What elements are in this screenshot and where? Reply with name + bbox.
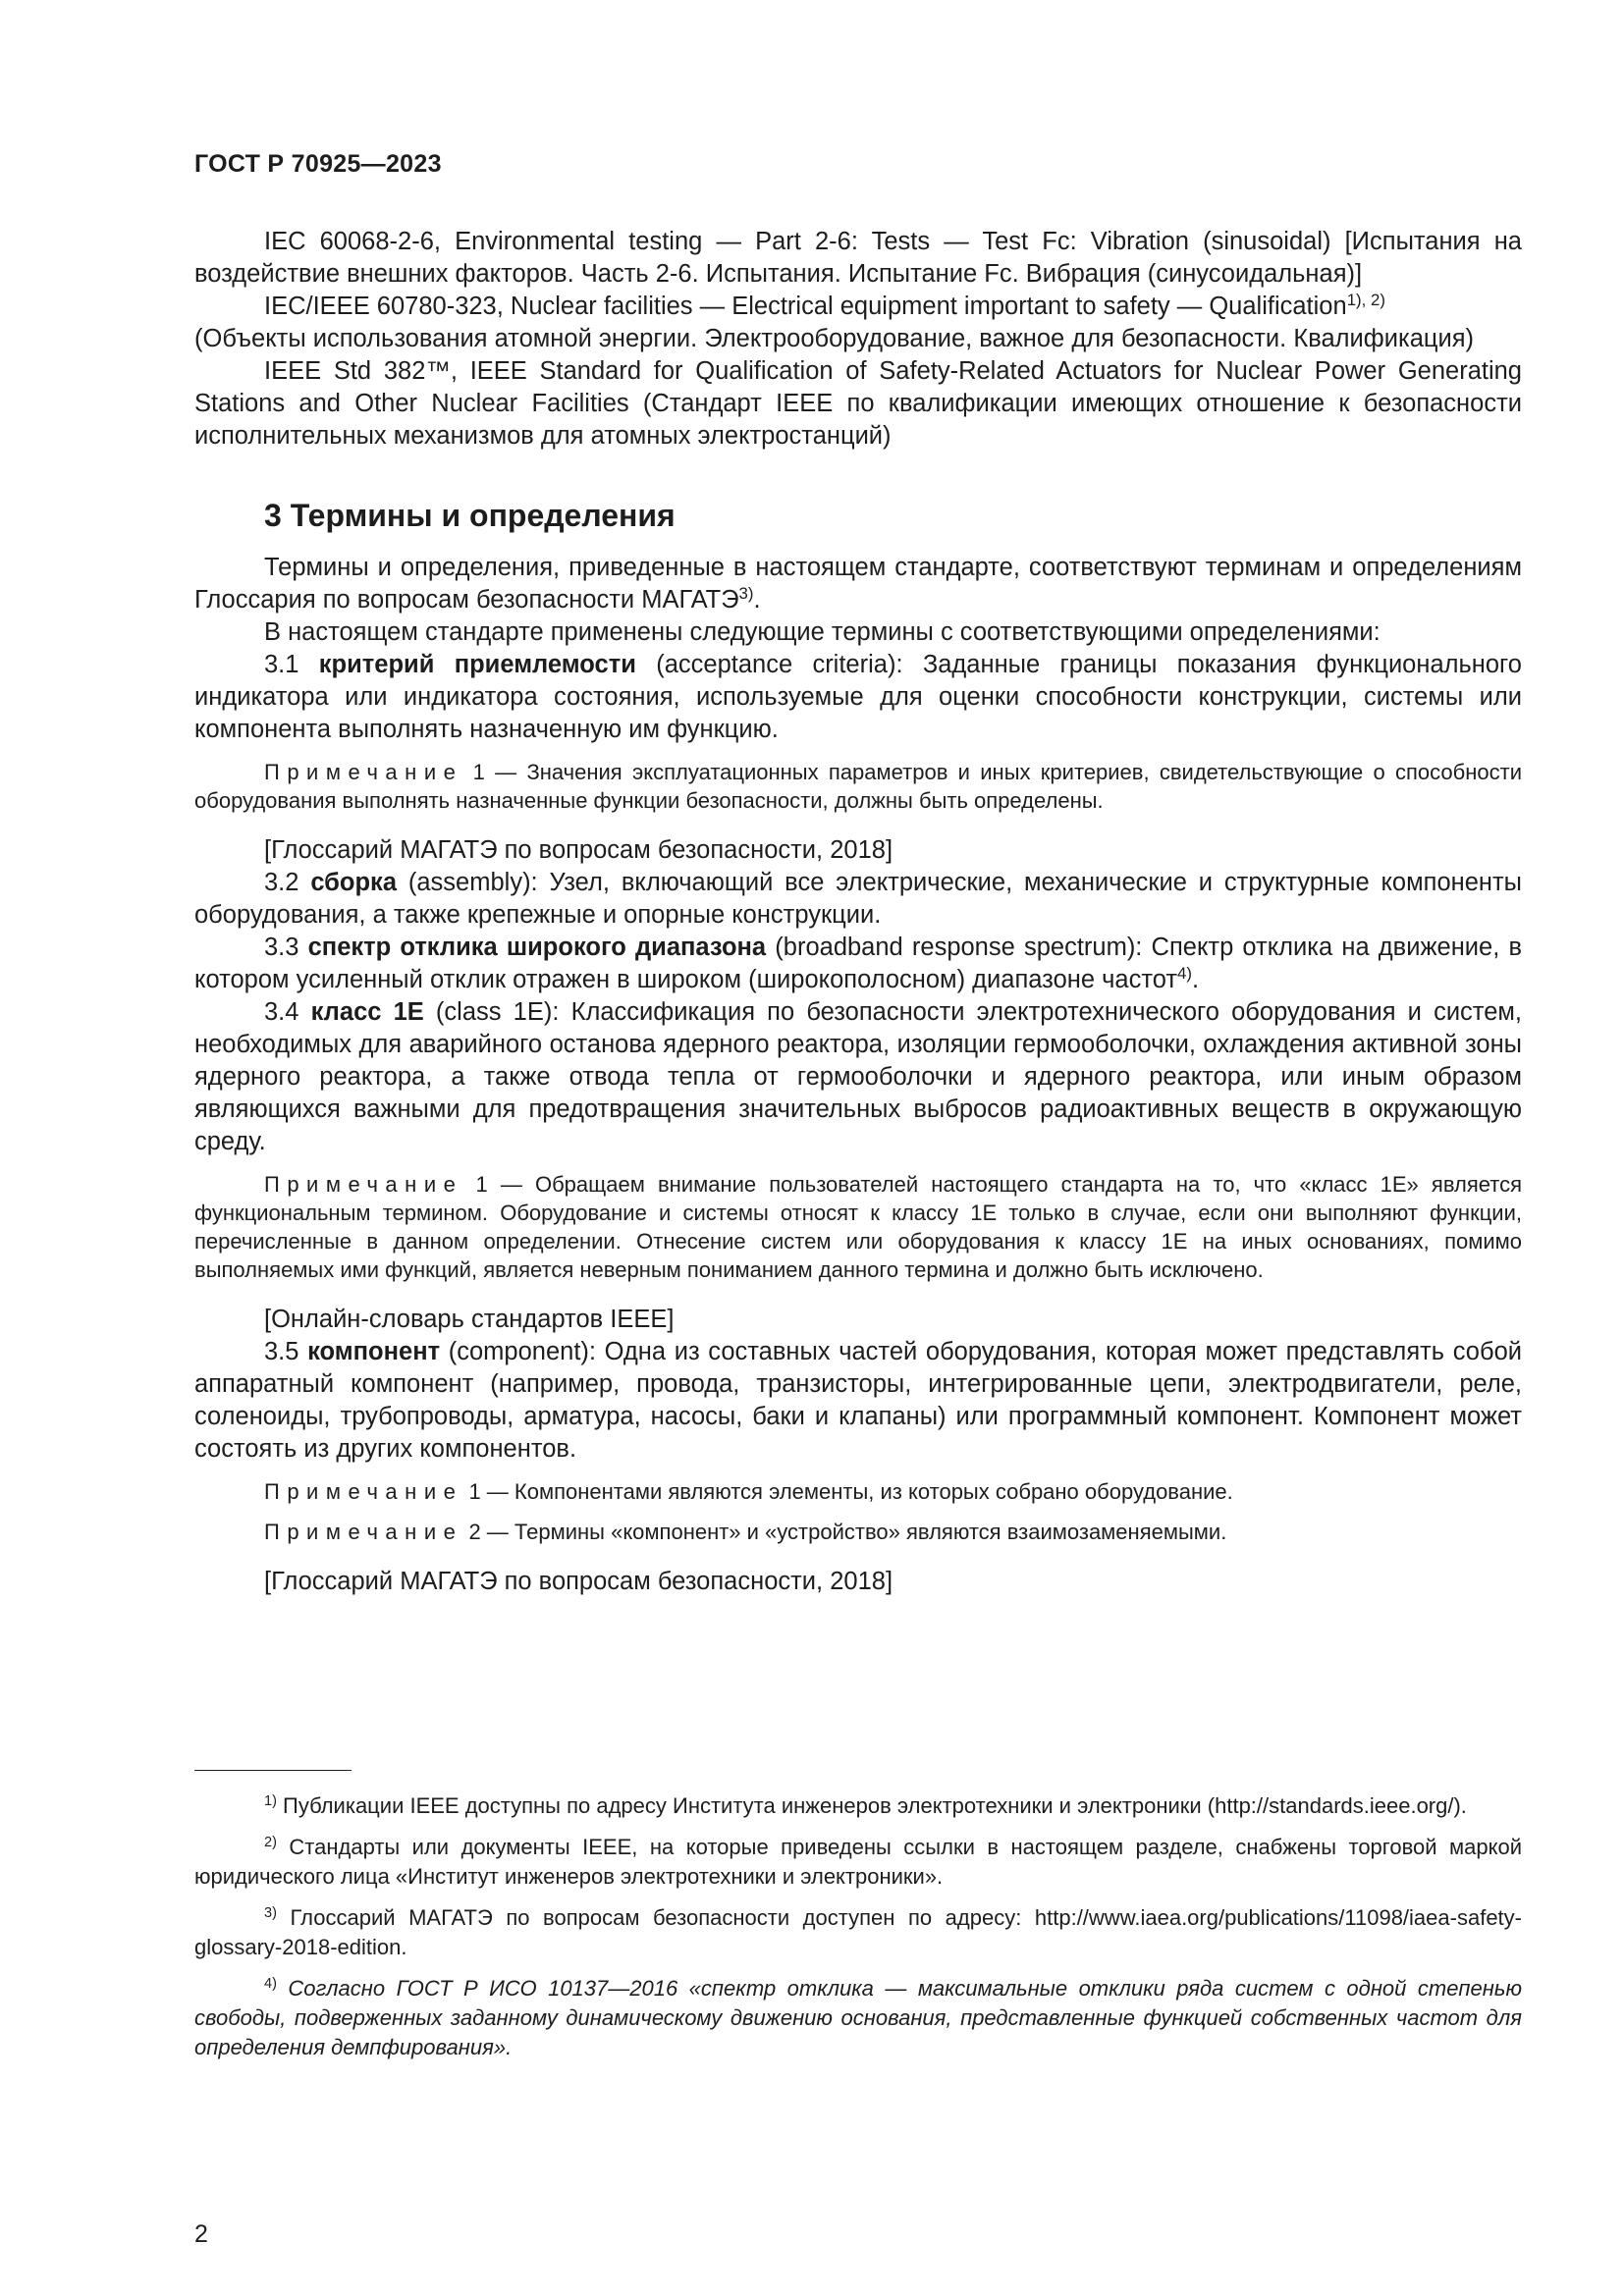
footnote-mark: 4) <box>264 1976 277 1993</box>
reference-ieee-382: IEEE Std 382™, IEEE Standard for Qualification of Safety-Related Actuators for Nuclear Power Generating Stations and Other Nuclear Facilities (Стандарт IEEE по квалификации имеющих отношение к безопасности исполнительных механизмов для атомных электростанций) <box>194 357 1522 450</box>
footnote-divider <box>194 1770 352 1771</box>
section-heading: 3 Термины и определения <box>264 498 676 533</box>
term-name: спектр отклика широкого диапазона <box>307 934 767 961</box>
footnote-3: $^{3)}$ Глоссарий МАГАТЭ по вопросам безопасности доступен по адресу: http://www.iaea.org/publications/11098/iaea-safety-glossary-2018-edition. <box>194 1905 1522 1959</box>
reference-iec-ieee-60780-translation: (Объекты использования атомной энергии. Электрооборудование, важное для безопасности. Квалификация) <box>194 325 1475 352</box>
term-3-1: 3.1 критерий приемлемости (acceptance criteria): Заданные границы показания функционального индикатора или индикатора состояния, используемые для оценки способности конструкции, системы или компонента выполнять назначенную им функцию. <box>194 651 1522 743</box>
page-number: 2 <box>194 2220 208 2248</box>
term-3-2: 3.2 сборка (assembly): Узел, включающий все электрические, механические и структурные компоненты оборудования, а также крепежные и опорные конструкции. <box>194 869 1522 929</box>
term-3-5-note-1: Примечание 1 — Компонентами являются элементы, из которых собрано оборудование. <box>264 1479 1233 1504</box>
term-3-5: 3.5 компонент (component): Одна из составных частей оборудования, которая может представлять собой аппаратный компонент (например, провода, транзисторы, интегрированные цепи, электродвигатели, реле, соленоиды, трубопроводы, арматура, насосы, баки и клапаны) или программный компонент. Компонент может состоять из других компонентов. <box>194 1338 1522 1463</box>
footnote-2: $^{2)}$ Стандарты или документы IEEE, на которые приведены ссылки в настоящем разделе, снабжены торговой маркой юридического лица «Институт инженеров электротехники и электроники». <box>194 1835 1522 1889</box>
footnote-ref: 3) <box>738 583 754 603</box>
footnote-mark: 1) <box>264 1793 277 1810</box>
footnote-ref: 4) <box>1177 963 1192 983</box>
footnote-ref: 1), 2) <box>1346 290 1385 309</box>
reference-iec-60068: IEC 60068-2-6, Environmental testing — Part 2-6: Tests — Test Fc: Vibration (sinusoidal) [Испытания на воздействие внешних факторов. Часть 2-6. Испытания. Испытание Fc. Вибрация (синусоидальная)] <box>194 228 1522 288</box>
footnote-4: $^{4)}$ Согласно ГОСТ Р ИСО 10137—2016 «спектр отклика — максимальные отклики ряда систем с одной степенью свободы, подверженных заданному динамическому движению основания, представленные функцией собственных частот для определения демпфирования». <box>194 1976 1522 2059</box>
document-header: ГОСТ Р 70925—2023 <box>194 150 442 178</box>
term-name: критерий приемлемости <box>318 651 636 678</box>
term-3-1-source: [Глоссарий МАГАТЭ по вопросам безопасности, 2018] <box>264 836 893 864</box>
term-3-1-note: Примечание 1 — Значения эксплуатационных параметров и иных критериев, свидетельствующие о способности оборудования выполнять назначенные функции безопасности, должны быть определены. <box>194 760 1522 813</box>
term-3-5-note-2: Примечание 2 — Термины «компонент» и «устройство» являются взаимозаменяемыми. <box>264 1520 1227 1544</box>
term-name: класс 1Е <box>310 998 424 1026</box>
term-3-4-note: Примечание 1 — Обращаем внимание пользователей настоящего стандарта на то, что «класс 1Е» является функциональным термином. Оборудование и системы относят к классу 1Е только в случае, если они выполняют функции, перечисленные в данном определении. Отнесение систем или оборудования к классу 1Е на иных основаниях, помимо выполняемых ими функций, является неверным пониманием данного термина и должно быть исключено. <box>194 1172 1522 1282</box>
footnote-1: $^{1)}$ Публикации IEEE доступны по адресу Института инженеров электротехники и электроники (http://standards.ieee.org/). <box>264 1793 1467 1818</box>
footnotes <box>194 1791 1522 2074</box>
term-name: сборка <box>310 869 398 896</box>
term-3-4-source: [Онлайн-словарь стандартов IEEE] <box>264 1306 675 1333</box>
footnote-mark: 3) <box>264 1905 277 1922</box>
reference-iec-ieee-60780: IEC/IEEE 60780-323, Nuclear facilities — Electrical equipment important to safety — Qualification$^{1), 2)}$ <box>264 290 1385 320</box>
term-3-3: 3.3 спектр отклика широкого диапазона (broadband response spectrum): Спектр отклика на движение, в котором усиленный отклик отражен в широком (широкополосном) диапазоне частот$^{4)}$. <box>194 934 1522 993</box>
term-name: компонент <box>307 1338 441 1365</box>
term-3-5-source: [Глоссарий МАГАТЭ по вопросам безопасности, 2018] <box>264 1568 893 1595</box>
term-3-4: 3.4 класс 1Е (class 1E): Классификация по безопасности электротехнического оборудования и систем, необходимых для аварийного останова ядерного реактора, изоляции гермооболочки, охлаждения активной зоны ядерного реактора, а также отвода тепла от гермооболочки и ядерного реактора, или иным образом являющихся важными для предотвращения значительных выбросов радиоактивных веществ в окружающую среду. <box>194 998 1523 1155</box>
section-intro: Термины и определения, приведенные в настоящем стандарте, соответствуют терминам и определениям Глоссария по вопросам безопасности МАГАТЭ$^{3)}$. <box>194 554 1522 614</box>
section-intro-2: В настоящем стандарте применены следующие термины с соответствующими определениями: <box>264 618 1380 646</box>
footnote-mark: 2) <box>264 1835 277 1851</box>
page-content <box>194 226 1522 1598</box>
